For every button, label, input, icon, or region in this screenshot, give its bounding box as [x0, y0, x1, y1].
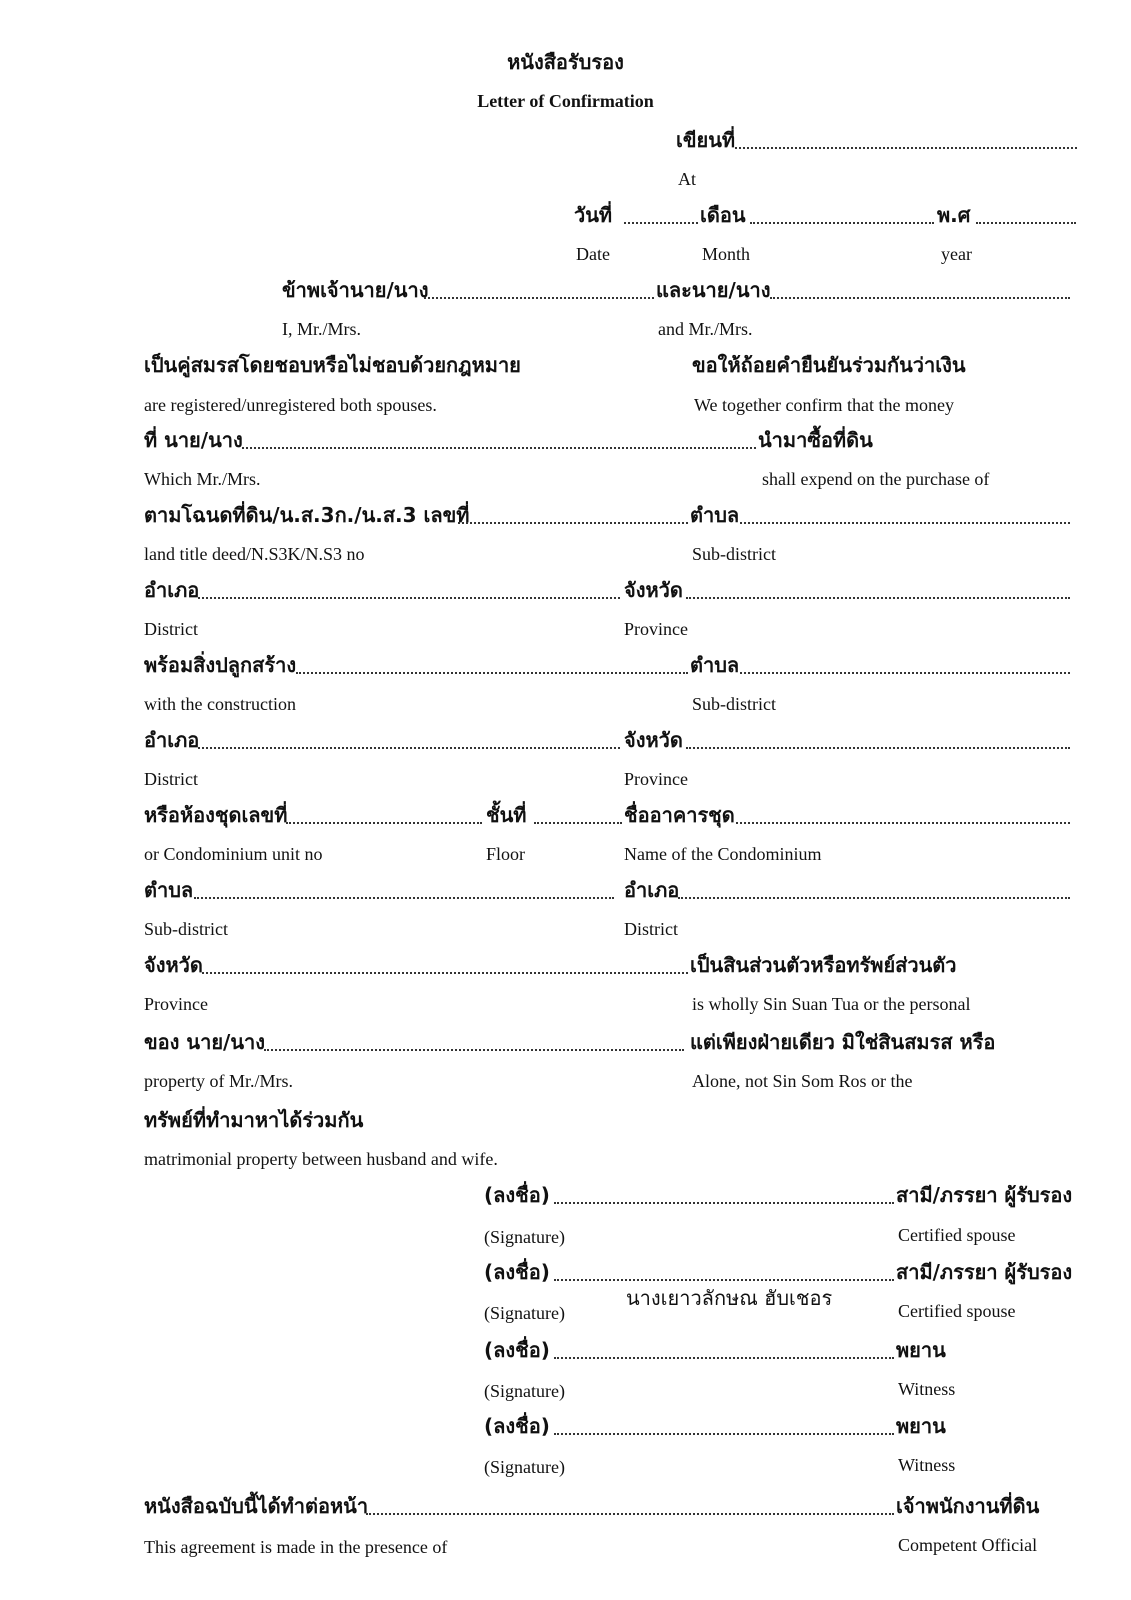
- and-mr-mrs-label-en: and Mr./Mrs.: [658, 319, 753, 339]
- presence-label-en: This agreement is made in the presence of: [144, 1537, 448, 1557]
- handwritten-signature-name: นางเยาวลักษณ ฮับเชอร: [626, 1286, 833, 1310]
- signature-1-line[interactable]: [554, 1202, 894, 1204]
- signature-2-label-th: (ลงชื่อ): [484, 1260, 550, 1284]
- condo-province-label-en: Province: [144, 994, 208, 1014]
- witness-2-label-th: (ลงชื่อ): [484, 1414, 550, 1438]
- condo-subdistrict-field[interactable]: [194, 897, 614, 899]
- spouse-status-en: are registered/unregistered both spouses.: [144, 395, 437, 415]
- condo-floor-label-en: Floor: [486, 844, 526, 864]
- purchase-land-en: shall expend on the purchase of: [762, 469, 990, 489]
- witness-1-label-en: (Signature): [484, 1381, 565, 1401]
- deed-no-field[interactable]: [458, 522, 688, 524]
- witness-2-role-th: พยาน: [896, 1414, 946, 1438]
- witness-2-line[interactable]: [554, 1433, 894, 1435]
- land-province-label-en: Province: [624, 619, 688, 639]
- land-subdistrict-label-th: ตำบล: [690, 503, 740, 527]
- month-field[interactable]: [750, 222, 934, 224]
- month-label-th: เดือน: [700, 203, 746, 227]
- title-english: Letter of Confirmation: [477, 91, 654, 111]
- personal-property-th: เป็นสินส่วนตัวหรือทรัพย์ส่วนตัว: [690, 953, 957, 977]
- official-name-field[interactable]: [366, 1513, 894, 1515]
- alone-not-marital-en: Alone, not Sin Som Ros or the: [692, 1071, 913, 1091]
- signature-1-role-th: สามี/ภรรยา ผู้รับรอง: [896, 1183, 1073, 1207]
- witness-1-line[interactable]: [554, 1357, 894, 1359]
- signature-1-label-th: (ลงชื่อ): [484, 1183, 550, 1207]
- title-thai: หนังสือรับรอง: [507, 50, 624, 74]
- land-subdistrict-label-en: Sub-district: [692, 544, 776, 564]
- construction-province-label-en: Province: [624, 769, 688, 789]
- deed-no-label-th: ตามโฉนดที่ดิน/น.ส.3ก./น.ส.3 เลขที่: [144, 503, 470, 527]
- condo-floor-label-th: ชั้นที่: [486, 803, 527, 827]
- witness-1-role-en: Witness: [898, 1379, 956, 1399]
- year-label-en: year: [941, 244, 972, 264]
- land-district-label-th: อำเภอ: [144, 578, 200, 602]
- signature-1-role-en: Certified spouse: [898, 1225, 1016, 1245]
- construction-province-label-th: จังหวัด: [624, 728, 683, 752]
- condo-name-field[interactable]: [736, 822, 1070, 824]
- witness-2-role-en: Witness: [898, 1455, 956, 1475]
- official-title-en: Competent Official: [898, 1535, 1038, 1555]
- land-district-field[interactable]: [198, 597, 620, 599]
- joint-property-th: ทรัพย์ที่ทำมาหาได้ร่วมกัน: [144, 1108, 364, 1132]
- condo-district-field[interactable]: [678, 897, 1070, 899]
- which-mr-mrs-en: Which Mr./Mrs.: [144, 469, 261, 489]
- and-mr-mrs-label-th: และนาย/นาง: [656, 278, 771, 302]
- construction-field[interactable]: [296, 672, 688, 674]
- land-province-field[interactable]: [686, 597, 1070, 599]
- condo-district-label-th: อำเภอ: [624, 878, 680, 902]
- alone-not-marital-th: แต่เพียงฝ่ายเดียว มิใช่สินสมรส หรือ: [690, 1030, 996, 1054]
- construction-subdistrict-field[interactable]: [740, 672, 1070, 674]
- i-mr-mrs-label-th: ข้าพเจ้านาย/นาง: [282, 278, 429, 302]
- condo-floor-field[interactable]: [534, 822, 622, 824]
- condo-province-field[interactable]: [202, 972, 688, 974]
- witness-2-label-en: (Signature): [484, 1457, 565, 1477]
- construction-district-label-th: อำเภอ: [144, 728, 200, 752]
- land-province-label-th: จังหวัด: [624, 578, 683, 602]
- place-label-en: At: [678, 169, 696, 189]
- year-field[interactable]: [976, 222, 1076, 224]
- signature-2-role-en: Certified spouse: [898, 1301, 1016, 1321]
- place-label-th: เขียนที่: [676, 128, 736, 152]
- day-field[interactable]: [624, 222, 698, 224]
- condo-unit-field[interactable]: [286, 822, 482, 824]
- condo-district-label-en: District: [624, 919, 678, 939]
- purchase-land-th: นำมาซื้อที่ดิน: [758, 428, 873, 452]
- construction-subdistrict-label-en: Sub-district: [692, 694, 776, 714]
- signature-2-label-en: (Signature): [484, 1303, 565, 1323]
- personal-property-en: is wholly Sin Suan Tua or the personal: [692, 994, 971, 1014]
- confirm-money-en: We together confirm that the money: [694, 395, 954, 415]
- owner-label-th: ของ นาย/นาง: [144, 1030, 266, 1054]
- signature-1-label-en: (Signature): [484, 1227, 565, 1247]
- construction-label-th: พร้อมสิ่งปลูกสร้าง: [144, 653, 297, 677]
- condo-name-label-en: Name of the Condominium: [624, 844, 822, 864]
- construction-subdistrict-label-th: ตำบล: [690, 653, 740, 677]
- place-field[interactable]: [735, 147, 1077, 149]
- second-spouse-name-field[interactable]: [770, 297, 1070, 299]
- construction-district-label-en: District: [144, 769, 198, 789]
- presence-label-th: หนังสือฉบับนี้ได้ทำต่อหน้า: [144, 1494, 369, 1518]
- deed-no-label-en: land title deed/N.S3K/N.S3 no: [144, 544, 365, 564]
- joint-property-en: matrimonial property between husband and wife.: [144, 1149, 498, 1169]
- land-subdistrict-field[interactable]: [740, 522, 1070, 524]
- witness-1-role-th: พยาน: [896, 1338, 946, 1362]
- condo-unit-label-th: หรือห้องชุดเลขที่: [144, 803, 288, 827]
- first-spouse-name-field[interactable]: [424, 297, 654, 299]
- land-district-label-en: District: [144, 619, 198, 639]
- official-title-th: เจ้าพนักงานที่ดิน: [896, 1494, 1040, 1518]
- day-label-th: วันที่: [574, 203, 613, 227]
- confirm-money-th: ขอให้ถ้อยคำยืนยันร่วมกันว่าเงิน: [692, 353, 966, 377]
- i-mr-mrs-label-en: I, Mr./Mrs.: [282, 319, 362, 339]
- condo-subdistrict-label-th: ตำบล: [144, 878, 194, 902]
- construction-district-field[interactable]: [198, 747, 620, 749]
- condo-province-label-th: จังหวัด: [144, 953, 203, 977]
- year-label-th: พ.ศ: [937, 203, 971, 227]
- condo-subdistrict-label-en: Sub-district: [144, 919, 228, 939]
- owner-label-en: property of Mr./Mrs.: [144, 1071, 293, 1091]
- witness-1-label-th: (ลงชื่อ): [484, 1338, 550, 1362]
- owner-name-field[interactable]: [264, 1049, 684, 1051]
- day-label-en: Date: [576, 244, 610, 264]
- condo-unit-label-en: or Condominium unit no: [144, 844, 323, 864]
- condo-name-label-th: ชื่ออาคารชุด: [624, 803, 735, 827]
- which-mr-mrs-th: ที่ นาย/นาง: [144, 428, 243, 452]
- construction-label-en: with the construction: [144, 694, 296, 714]
- construction-province-field[interactable]: [686, 747, 1070, 749]
- month-label-en: Month: [702, 244, 751, 264]
- purchaser-name-field[interactable]: [242, 447, 756, 449]
- signature-2-line[interactable]: [554, 1279, 894, 1281]
- spouse-status-th: เป็นคู่สมรสโดยชอบหรือไม่ชอบด้วยกฎหมาย: [144, 353, 521, 377]
- signature-2-role-th: สามี/ภรรยา ผู้รับรอง: [896, 1260, 1073, 1284]
